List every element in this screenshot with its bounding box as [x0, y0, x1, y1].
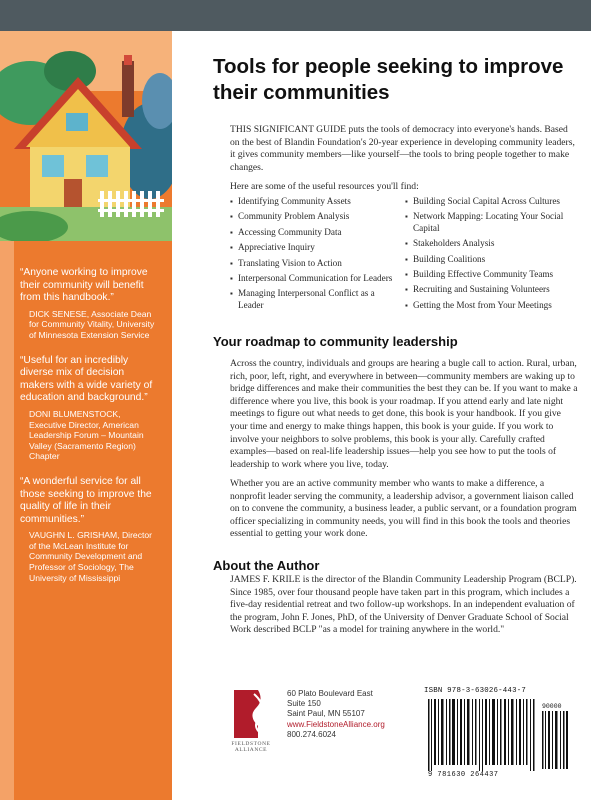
address-line: Saint Paul, MN 55107: [287, 709, 365, 719]
testimonials: [20, 267, 160, 597]
main-header: [213, 54, 575, 106]
quote-author: DICK SENESE, Associate Dean for Community Vitality, University of Minnesota Extension Service: [29, 308, 155, 340]
publisher-address: [287, 689, 385, 740]
house-illustration: [0, 31, 172, 241]
list-item: ▪ Appreciative Inquiry: [230, 242, 395, 253]
list-item: ▪ Building Social Capital Across Cultures: [405, 196, 580, 207]
list-item: ▪ Network Mapping: Locating Your Social Capital: [405, 211, 580, 234]
barcode-icon: [428, 699, 538, 771]
list-item: ▪ Stakeholders Analysis: [405, 238, 580, 249]
roadmap-heading: Your roadmap to community leadership: [213, 334, 458, 349]
price-barcode-icon: [542, 711, 570, 769]
testimonial: [20, 355, 160, 462]
author-paragraph: JAMES F. KRILE is the director of the Blandin Community Leadership Program (BCLP). Since 1985, over four thousand people have taken part in this program, which includes a five-day residential retreat and two follow-up workshops. In an independent evaluation of the program, John F. Jones, PhD, of the University of Denver Graduate School of Social Work described BCLP "as a model for training anywhere in the world.": [230, 574, 577, 636]
address-line: 60 Plato Boulevard East: [287, 689, 373, 698]
isbn-text: ISBN 978-3-63026-443-7: [424, 687, 526, 695]
testimonial: [20, 476, 160, 583]
list-item: ▪ Getting the Most from Your Meetings: [405, 300, 580, 311]
roadmap-paragraph-1: Across the country, individuals and groups are hearing a bugle call to action. Rural, urban, rich, poor, left, right, and everywhere in between—community members are waking up to bridge differences and make their communities the best they can be. If you want to make a difference where you live, this book is your roadmap. If you attend early and late night meetings to figure out what needs to get done, this book is your handbook. If you give your time and energy to make things happen, this book is your guide. If you work to involve your neighbors to solve problems, this book is your ally. Carefully crafted examples—based on real-life leadership issues—help you see how to put the tools of leadership to work where you live, today.: [230, 358, 578, 470]
ean-digits: 9 781630 264437: [428, 771, 499, 779]
author-heading: About the Author: [213, 558, 320, 573]
list-item: ▪ Recruiting and Sustaining Volunteers: [405, 284, 580, 295]
price-code: 90000: [542, 703, 562, 710]
quote-author: VAUGHN L. GRISHAM, Director of the McLean Institute for Community Development and Professor of Sociology, The University of Mississippi: [29, 530, 153, 583]
list-item: ▪ Accessing Community Data: [230, 227, 395, 238]
list-item: ▪ Building Coalitions: [405, 254, 580, 265]
address-line: Suite 150: [287, 699, 321, 709]
page-title: Tools for people seeking to improve their communities: [213, 55, 564, 104]
quote-text: “A wonderful service for all those seeking to improve the quality of life in their communities.”: [20, 475, 152, 525]
quote-author: DONI BLUMENSTOCK, Executive Director, American Leadership Forum – Mountain Valley (Sacramento Region) Chapter: [29, 408, 144, 462]
publisher-logo-text: FIELDSTONE ALLIANCE: [231, 741, 271, 753]
quote-text: “Anyone working to improve their community will benefit from this handbook.”: [20, 267, 148, 304]
resources-lead: Here are some of the useful resources you'll find:: [230, 181, 419, 192]
list-item: ▪ Building Effective Community Teams: [405, 269, 580, 280]
list-item: ▪ Translating Vision to Action: [230, 258, 395, 269]
publisher-phone: 800.274.6024: [287, 729, 336, 739]
quote-text: “Useful for an incredibly diverse mix of decision makers with a wide variety of education and background.”: [20, 354, 153, 404]
resource-list-right: [405, 196, 580, 315]
list-item: ▪ Community Problem Analysis: [230, 211, 395, 222]
list-item: ▪ Identifying Community Assets: [230, 196, 395, 207]
publisher-website-link[interactable]: www.FieldstoneAlliance.org: [287, 719, 385, 729]
roadmap-paragraph-2: Whether you are an active community member who wants to make a difference, a nonprofit leader serving the community, a leadership advisor, a government liaison called on to convene the community, a business leader, a public servant, or a foundation program officer specializing in community needs, you will find in this book the tools and theories essential to getting your work done.: [230, 478, 577, 540]
intro-paragraph: THIS SIGNIFICANT GUIDE puts the tools of democracy into everyone's hands. Based on the best of Blandin Foundation's 20-year experience in developing community leaders, it gives community members—like yourself—the tools to bring people together to make changes.: [230, 124, 575, 173]
list-item: ▪ Interpersonal Communication for Leaders: [230, 273, 395, 284]
testimonial: [20, 267, 160, 341]
list-item: ▪ Managing Interpersonal Conflict as a Leader: [230, 288, 395, 311]
resource-list-left: [230, 196, 395, 315]
top-band: [0, 0, 591, 31]
barcode-block: [424, 687, 574, 787]
fieldstone-logo-icon: [228, 686, 272, 774]
